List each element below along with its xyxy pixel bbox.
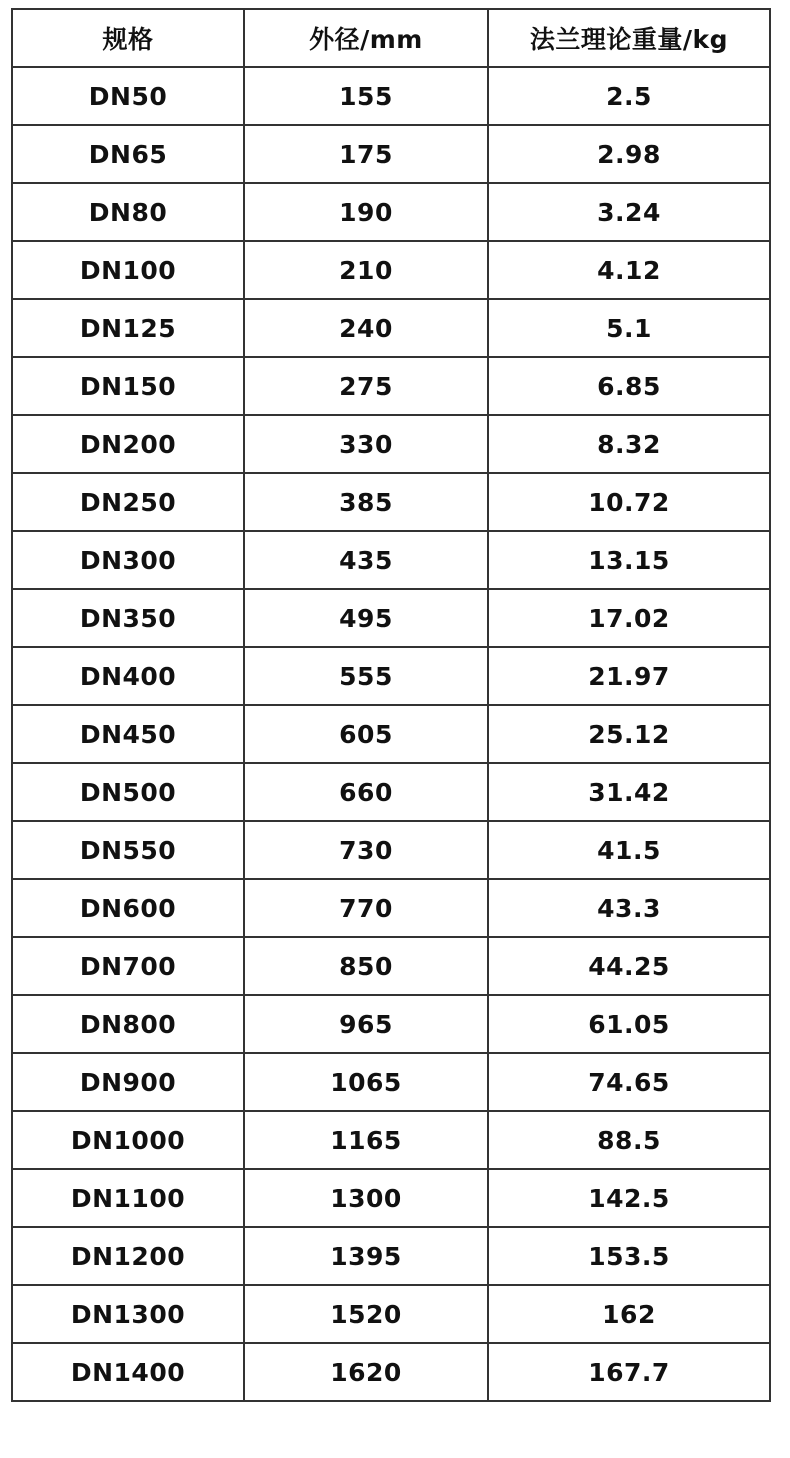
cell-spec: DN150 (12, 357, 244, 415)
cell-theoretical-weight: 25.12 (488, 705, 770, 763)
cell-outer-diameter: 555 (244, 647, 488, 705)
cell-theoretical-weight: 6.85 (488, 357, 770, 415)
table-row (12, 357, 770, 415)
cell-theoretical-weight: 3.24 (488, 183, 770, 241)
table-row (12, 183, 770, 241)
cell-spec: DN100 (12, 241, 244, 299)
header-spec: 规格 (12, 9, 244, 67)
cell-theoretical-weight: 88.5 (488, 1111, 770, 1169)
cell-outer-diameter: 190 (244, 183, 488, 241)
cell-spec: DN80 (12, 183, 244, 241)
cell-outer-diameter: 1300 (244, 1169, 488, 1227)
cell-outer-diameter: 155 (244, 67, 488, 125)
cell-outer-diameter: 770 (244, 879, 488, 937)
cell-spec: DN700 (12, 937, 244, 995)
cell-theoretical-weight: 61.05 (488, 995, 770, 1053)
table-row (12, 1111, 770, 1169)
table-row (12, 705, 770, 763)
cell-outer-diameter: 605 (244, 705, 488, 763)
cell-theoretical-weight: 142.5 (488, 1169, 770, 1227)
cell-theoretical-weight: 41.5 (488, 821, 770, 879)
header-theoretical-weight: 法兰理论重量/kg (488, 9, 770, 67)
cell-theoretical-weight: 13.15 (488, 531, 770, 589)
cell-spec: DN125 (12, 299, 244, 357)
table-row (12, 241, 770, 299)
cell-outer-diameter: 1520 (244, 1285, 488, 1343)
cell-spec: DN500 (12, 763, 244, 821)
table-row (12, 1285, 770, 1343)
cell-spec: DN600 (12, 879, 244, 937)
cell-spec: DN550 (12, 821, 244, 879)
header-row (12, 9, 770, 67)
table-row (12, 589, 770, 647)
cell-theoretical-weight: 4.12 (488, 241, 770, 299)
cell-theoretical-weight: 44.25 (488, 937, 770, 995)
table-row (12, 995, 770, 1053)
cell-spec: DN1200 (12, 1227, 244, 1285)
table-header (12, 9, 770, 67)
cell-outer-diameter: 1395 (244, 1227, 488, 1285)
cell-spec: DN250 (12, 473, 244, 531)
cell-outer-diameter: 435 (244, 531, 488, 589)
cell-spec: DN1400 (12, 1343, 244, 1401)
table-row (12, 647, 770, 705)
cell-outer-diameter: 385 (244, 473, 488, 531)
cell-spec: DN1300 (12, 1285, 244, 1343)
cell-outer-diameter: 175 (244, 125, 488, 183)
cell-theoretical-weight: 2.98 (488, 125, 770, 183)
cell-spec: DN900 (12, 1053, 244, 1111)
table-row (12, 415, 770, 473)
table-row (12, 299, 770, 357)
cell-theoretical-weight: 162 (488, 1285, 770, 1343)
cell-spec: DN800 (12, 995, 244, 1053)
cell-theoretical-weight: 21.97 (488, 647, 770, 705)
cell-outer-diameter: 330 (244, 415, 488, 473)
cell-spec: DN350 (12, 589, 244, 647)
cell-theoretical-weight: 8.32 (488, 415, 770, 473)
cell-spec: DN1000 (12, 1111, 244, 1169)
cell-outer-diameter: 730 (244, 821, 488, 879)
cell-outer-diameter: 965 (244, 995, 488, 1053)
cell-outer-diameter: 1065 (244, 1053, 488, 1111)
cell-spec: DN65 (12, 125, 244, 183)
table-row (12, 1343, 770, 1401)
cell-outer-diameter: 210 (244, 241, 488, 299)
table-row (12, 473, 770, 531)
table-row (12, 937, 770, 995)
table-row (12, 763, 770, 821)
cell-outer-diameter: 1165 (244, 1111, 488, 1169)
cell-outer-diameter: 850 (244, 937, 488, 995)
cell-spec: DN400 (12, 647, 244, 705)
cell-spec: DN200 (12, 415, 244, 473)
cell-theoretical-weight: 2.5 (488, 67, 770, 125)
cell-spec: DN50 (12, 67, 244, 125)
cell-theoretical-weight: 10.72 (488, 473, 770, 531)
cell-theoretical-weight: 153.5 (488, 1227, 770, 1285)
table-row (12, 1053, 770, 1111)
table-row (12, 879, 770, 937)
cell-outer-diameter: 1620 (244, 1343, 488, 1401)
table-row (12, 1169, 770, 1227)
cell-outer-diameter: 495 (244, 589, 488, 647)
table-row (12, 67, 770, 125)
cell-spec: DN1100 (12, 1169, 244, 1227)
cell-spec: DN300 (12, 531, 244, 589)
cell-outer-diameter: 240 (244, 299, 488, 357)
cell-spec: DN450 (12, 705, 244, 763)
table-row (12, 1227, 770, 1285)
table-row (12, 821, 770, 879)
header-outer-diameter: 外径/mm (244, 9, 488, 67)
cell-theoretical-weight: 31.42 (488, 763, 770, 821)
table-row (12, 531, 770, 589)
table-row (12, 125, 770, 183)
table-body (12, 67, 770, 1401)
cell-theoretical-weight: 5.1 (488, 299, 770, 357)
cell-theoretical-weight: 43.3 (488, 879, 770, 937)
cell-theoretical-weight: 17.02 (488, 589, 770, 647)
cell-outer-diameter: 275 (244, 357, 488, 415)
cell-outer-diameter: 660 (244, 763, 488, 821)
flange-spec-table (11, 8, 771, 1402)
cell-theoretical-weight: 167.7 (488, 1343, 770, 1401)
cell-theoretical-weight: 74.65 (488, 1053, 770, 1111)
